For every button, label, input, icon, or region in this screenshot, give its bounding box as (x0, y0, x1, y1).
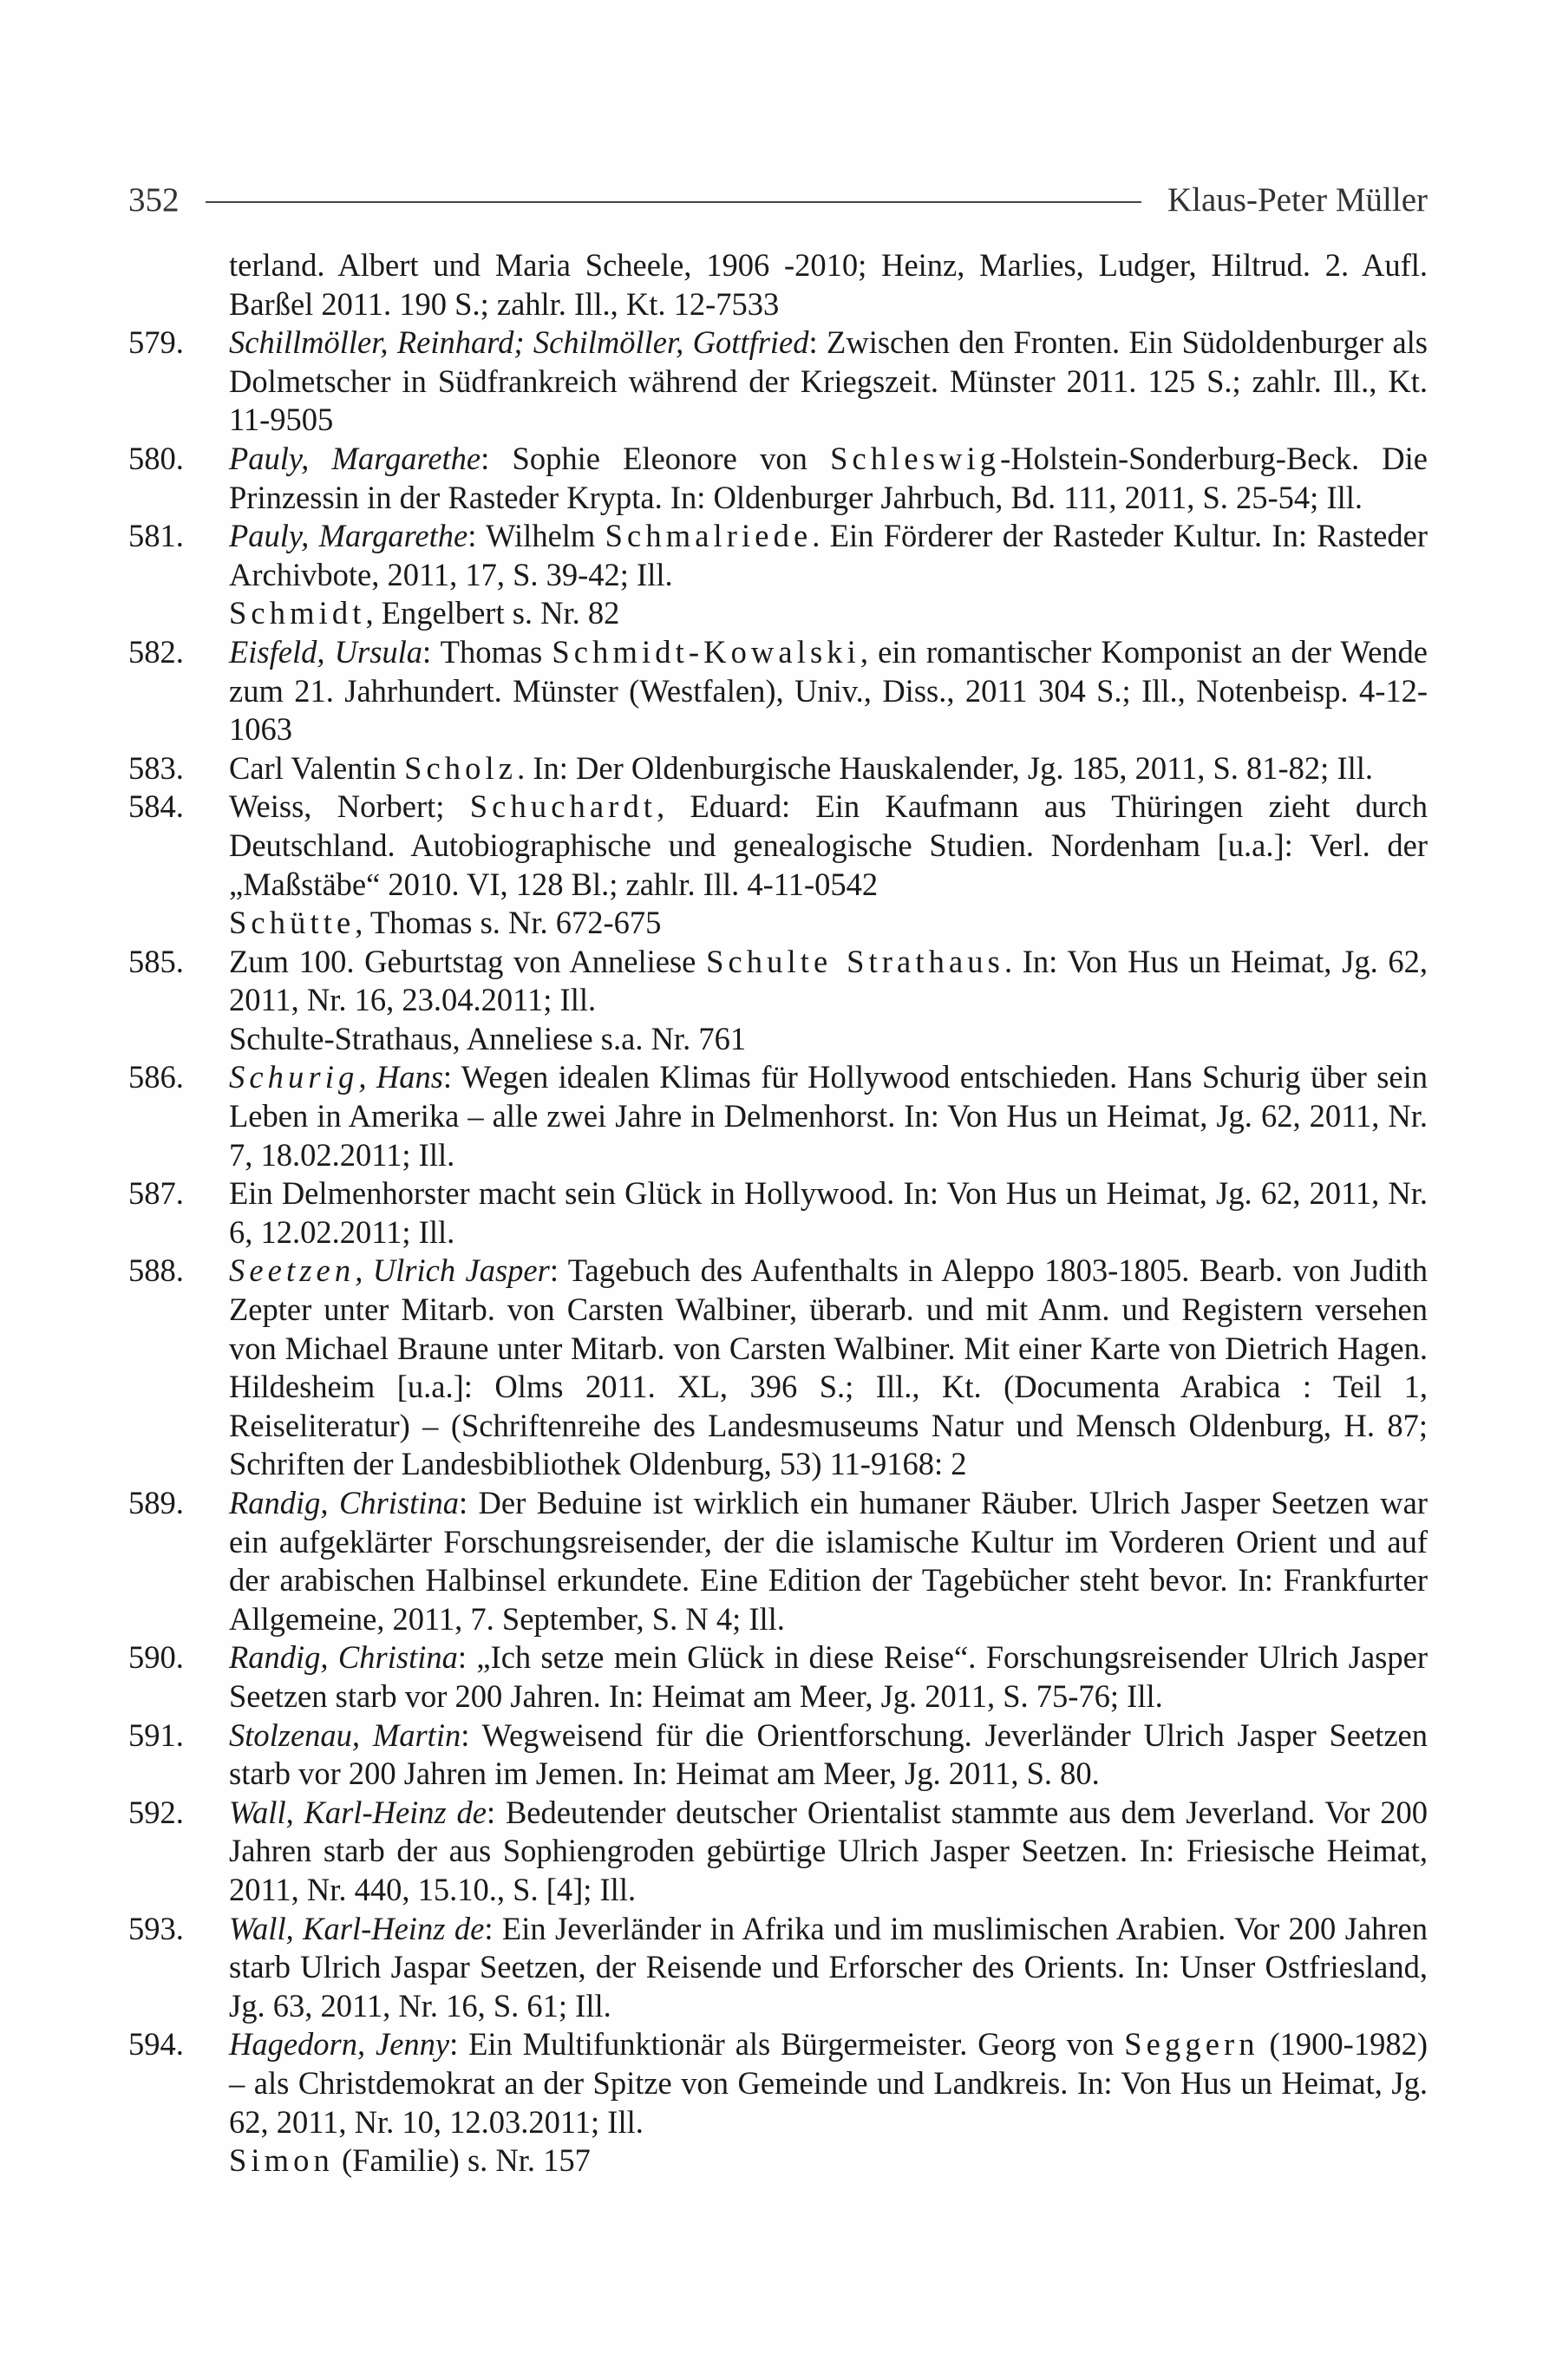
entry-author: Wall, Karl-Heinz de (229, 1910, 485, 1946)
entry-number: 586. (128, 1059, 184, 1095)
entry-text: : Sophie Eleonore von (481, 440, 831, 476)
cross-reference (229, 2141, 1428, 2181)
entry-subject: Schuchardt (469, 788, 657, 825)
bibliography-entry (128, 324, 1428, 440)
entry-number: 591. (128, 1716, 184, 1753)
entry-subject: Schulte Strathaus (706, 943, 1004, 979)
bibliography-list (128, 246, 1428, 2181)
entry-number: 583. (128, 749, 184, 786)
entry-author: Schillmöller, Reinhard; Schilmöller, Gottfried (229, 324, 809, 361)
cross-reference-target: , Thomas s. Nr. 672-675 (355, 905, 662, 941)
entry-number: 590. (128, 1639, 184, 1676)
bibliography-entry (128, 1910, 1428, 2026)
entry-text: : Der Beduine ist wirklich ein humaner Räuber. Ulrich Jasper Seetzen war ein aufgeklärter Forschungsreisender, der die islamische Kultur im Vorderen Orient und auf der arabischen Halbinsel erkundete. Eine Edition der Tagebücher steht bevor. In: Frankfurter Allgemeine, 2011, 7. September, S. N 4; Ill. (229, 1485, 1428, 1637)
entry-number: 587. (128, 1175, 184, 1212)
bibliography-entry (128, 1638, 1428, 1716)
entry-author: Randig, Christina (229, 1485, 459, 1520)
cross-reference-target: , Engelbert s. Nr. 82 (365, 595, 620, 631)
entry-author: Wall, Karl-Heinz de (229, 1794, 487, 1830)
entry-text: : Ein Jeverländer in Afrika und im muslimischen Arabien. Vor 200 Jahren starb Ulrich Jaspar Seetzen, der Reisende und Erforscher des Orients. In: Unser Ostfriesland, Jg. 63, 2011, Nr. 16, S. 61; Ill. (229, 1910, 1428, 2024)
entry-number: 585. (128, 943, 184, 979)
entry-text: : Wegen idealen Klimas für Hollywood entschieden. Hans Schurig über sein Leben in Amerika – alle zwei Jahre in Delmenhorst. In: Von Hus un Heimat, Jg. 62, 2011, Nr. 7, 18.02.2011; Ill. (229, 1059, 1428, 1173)
entry-text: Zum 100. Geburtstag von Anneliese (229, 943, 707, 979)
cross-reference: Schulte-Strathaus, Anneliese s.a. Nr. 761 (229, 1020, 747, 1056)
entry-text: Carl Valentin (229, 749, 405, 786)
entry-author: Pauly, Margarethe (229, 440, 481, 476)
page-number: 352 (128, 180, 180, 219)
entry-text: . In: Der Oldenburgische Hauskalender, Jg. 185, 2011, S. 81-82; Ill. (517, 749, 1374, 786)
bibliography-entry (128, 1174, 1428, 1252)
entry-author: Schurig (229, 1059, 359, 1095)
entry-text: . Ein Förderer der Rasteder Kultur. In: Rasteder Archivbote, 2011, 17, S. 39-42; Ill. (229, 518, 1428, 592)
entry-text: . In: Von Hus un Heimat, Jg. 62, 2011, Nr. 16, 23.04.2011; Ill. (229, 943, 1428, 1018)
entry-author: Seetzen (229, 1252, 356, 1289)
bibliography-entry (128, 788, 1428, 942)
bibliography-entry (128, 1058, 1428, 1174)
entry-text: Ein Delmenhorster macht sein Glück in Hollywood. In: Von Hus un Heimat, Jg. 62, 2011, Nr. 6, 12.02.2011; Ill. (229, 1175, 1428, 1250)
running-head-author: Klaus-Peter Müller (1167, 180, 1428, 219)
entry-subject: Schmalriede (605, 518, 813, 554)
bibliography-entry (128, 246, 1428, 324)
entry-number: 582. (128, 633, 184, 670)
cross-reference-target: (Familie) s. Nr. 157 (333, 2142, 591, 2179)
entry-author: Hagedorn, Jenny (229, 2026, 450, 2063)
entry-author: Eisfeld, Ursula (229, 633, 423, 670)
entry-number: 594. (128, 2026, 184, 2063)
entry-number: 581. (128, 518, 184, 554)
entry-subject: Scholz (404, 749, 518, 786)
entry-number: 593. (128, 1910, 184, 1946)
entry-text: , ein romantischer Komponist an der Wende zum 21. Jahrhundert. Münster (Westfalen), Univ., Diss., 2011 304 S.; Ill., Notenbeisp. 4-12-1063 (229, 633, 1428, 748)
bibliography-entry (128, 1794, 1428, 1910)
entry-text: : Bedeutender deutscher Orientalist stammte aus dem Jeverland. Vor 200 Jahren starb der aus Sophiengroden gebürtige Ulrich Jasper Seetzen. In: Friesische Heimat, 2011, Nr. 440, 15.10., S. [4]; Ill. (229, 1794, 1428, 1907)
entry-author-given: , Hans (358, 1059, 443, 1095)
bibliography-entry (128, 1716, 1428, 1794)
entry-author-given: , Ulrich Jasper (355, 1252, 550, 1289)
entry-author: Pauly, Margarethe (229, 518, 468, 554)
cross-reference-name: Schmidt (229, 595, 366, 631)
entry-number: 584. (128, 788, 184, 825)
cross-reference-name: Simon (229, 2142, 334, 2179)
bibliography-entry (128, 633, 1428, 749)
entry-text: : Ein Multifunktionär als Bürgermeister. Georg von (449, 2026, 1125, 2063)
entry-author: Randig, Christina (229, 1639, 458, 1676)
entry-text: Weiss, Norbert; (229, 788, 470, 825)
entry-author: Stolzenau, Martin (229, 1716, 461, 1753)
entry-number: 579. (128, 324, 184, 361)
entry-number: 580. (128, 440, 184, 476)
cross-reference (229, 904, 1428, 943)
header-rule (206, 201, 1141, 203)
entry-text: -Holstein-Sonderburg-Beck. Die Prinzessin in der Rasteder Krypta. In: Oldenburger Jahrbuch, Bd. 111, 2011, S. 25-54; Ill. (229, 440, 1428, 515)
entry-text: : Tagebuch des Aufenthalts in Aleppo 1803-1805. Bearb. von Judith Zepter unter Mitarb. von Carsten Walbiner, überarb. und mit Anm. und Registern versehen von Michael Braune unter Mitarb. von Carsten Walbiner. Mit einer Karte von Dietrich Hagen. Hildesheim [u.a.]: Olms 2011. XL, 396 S.; Ill., Kt. (Documenta Arabica : Teil 1, Reiseliteratur) – (Schriftenreihe des Landesmuseums Natur und Mensch Oldenburg, H. 87; Schriften der Landesbibliothek Oldenburg, 53) 11-9168: 2 (229, 1252, 1428, 1482)
cross-reference-name: Schütte (229, 905, 356, 941)
entry-text: : Zwischen den Fronten. Ein Südoldenburger als Dolmetscher in Südfrankreich während der Kriegszeit. Münster 2011. 125 S.; zahlr. Ill., Kt. 11-9505 (229, 324, 1429, 438)
entry-text: (1900-1982) – als Christdemokrat an der Spitze von Gemeinde und Landkreis. In: Von Hus un Heimat, Jg. 62, 2011, Nr. 10, 12.03.2011; Ill. (229, 2026, 1428, 2140)
bibliography-entry (128, 2025, 1428, 2180)
bibliography-entry (128, 1252, 1428, 1484)
entry-subject: Seggern (1124, 2026, 1259, 2063)
cross-reference (229, 594, 1428, 633)
entry-subject: Schmidt-Kowalski (552, 633, 860, 670)
entry-text: : Thomas (422, 633, 552, 670)
entry-number: 589. (128, 1485, 184, 1520)
bibliography-entry (128, 517, 1428, 633)
entry-number: 588. (128, 1252, 184, 1289)
bibliography-entry (128, 943, 1428, 1059)
entry-text: : „Ich setze mein Glück in diese Reise“. Forschungsreisender Ulrich Jasper Seetzen starb vor 200 Jahren. In: Heimat am Meer, Jg. 2011, S. 75-76; Ill. (229, 1639, 1428, 1714)
entry-number: 592. (128, 1794, 184, 1830)
bibliography-entry (128, 749, 1428, 788)
bibliography-entry (128, 440, 1428, 517)
entry-text: : Wilhelm (467, 518, 605, 554)
entry-text: terland. Albert und Maria Scheele, 1906 -2010; Heinz, Marlies, Ludger, Hiltrud. 2. Aufl. Barßel 2011. 190 S.; zahlr. Ill., Kt. 12-7533 (229, 247, 1428, 322)
entry-subject: Schleswig (830, 440, 1001, 476)
page-header (128, 173, 1428, 226)
entry-text: , Eduard: Ein Kaufmann aus Thüringen zieht durch Deutschland. Autobiographische und genealogische Studien. Nordenham [u.a.]: Verl. der „Maßstäbe“ 2010. VI, 128 Bl.; zahlr. Ill. 4-11-0542 (229, 788, 1429, 902)
bibliography-entry (128, 1484, 1428, 1638)
entry-text: : Wegweisend für die Orientforschung. Jeverländer Ulrich Jasper Seetzen starb vor 200 Jahren im Jemen. In: Heimat am Meer, Jg. 2011, S. 80. (229, 1716, 1428, 1792)
